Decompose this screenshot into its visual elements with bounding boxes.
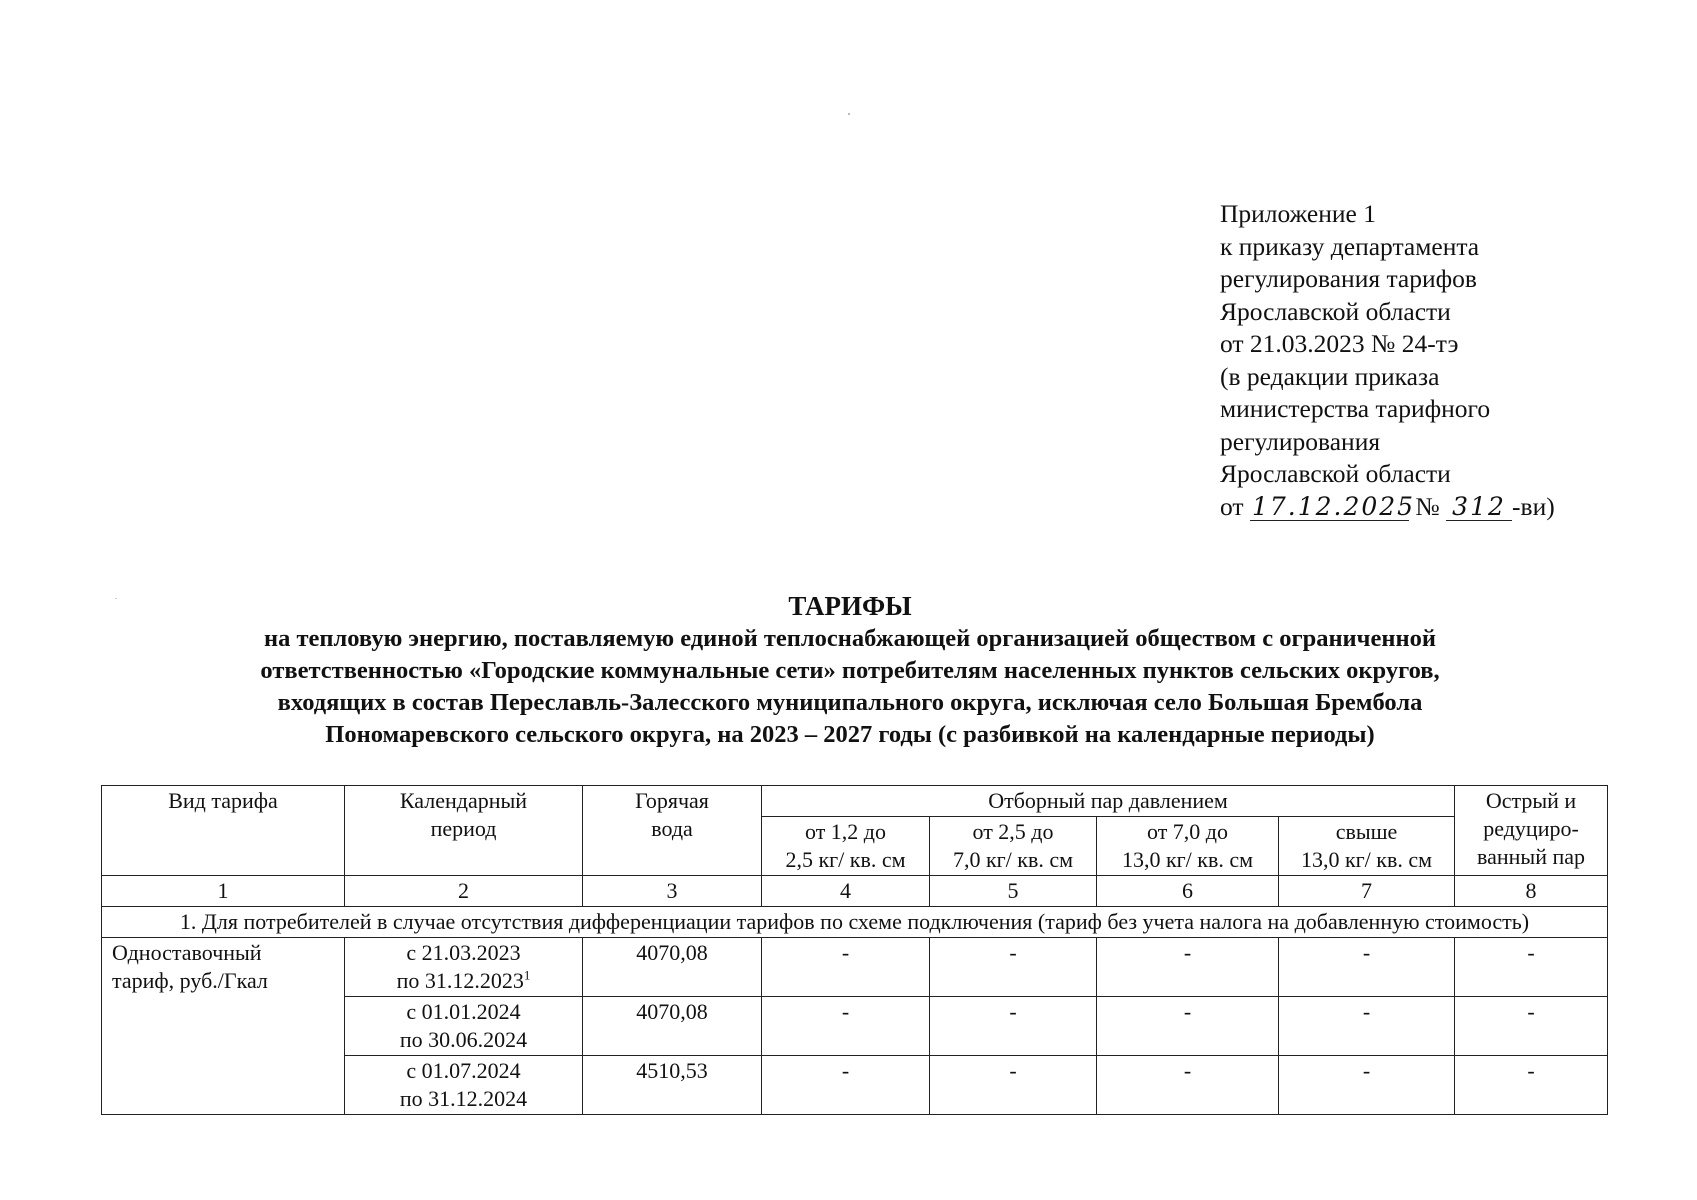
- column-number: 6: [1097, 876, 1279, 907]
- title-line: ответственностью «Городские коммунальные сети» потребителям населенных пунктов сельских округов,: [260, 657, 1440, 684]
- period-cell: с 01.01.2024 по 30.06.2024: [345, 997, 583, 1056]
- header-hot-water: Горячая вода: [583, 786, 762, 876]
- column-number: 3: [583, 876, 762, 907]
- appendix-from-prefix: от: [1220, 491, 1244, 521]
- appendix-line: Ярославской области: [1220, 459, 1451, 488]
- document-title: [100, 589, 1600, 751]
- appendix-line: регулирования тарифов: [1220, 264, 1477, 293]
- value-cell: -: [1097, 938, 1279, 997]
- value-cell: -: [762, 1056, 930, 1115]
- title-line: Пономаревского сельского округа, на 2023 – 2027 годы (с разбивкой на календарные периоды): [325, 721, 1375, 748]
- value-cell: -: [1279, 1056, 1455, 1115]
- value-cell: -: [762, 938, 930, 997]
- appendix-header: [1220, 198, 1680, 523]
- column-number: 2: [345, 876, 583, 907]
- value-cell: -: [762, 997, 930, 1056]
- appendix-last-line: [1220, 491, 1680, 524]
- appendix-line: к приказу департамента: [1220, 231, 1480, 261]
- header-pressure-3: от 7,0 до 13,0 кг/ кв. см: [1097, 817, 1279, 876]
- period-cell: с 01.07.2024 по 31.12.2024: [345, 1056, 583, 1115]
- header-pressure-4: свыше 13,0 кг/ кв. см: [1279, 817, 1455, 876]
- column-number: 7: [1279, 876, 1455, 907]
- column-number: 4: [762, 876, 930, 907]
- value-cell: -: [1279, 997, 1455, 1056]
- header-steam-group: Отборный пар давлением: [762, 786, 1455, 817]
- appendix-line: от 21.03.2023 № 24-тэ: [1220, 329, 1459, 358]
- header-sharp-steam: Острый и редуциро- ванный пар: [1455, 786, 1608, 876]
- value-cell: -: [930, 997, 1097, 1056]
- tariff-type-cell: Одноставочный тариф, руб./Гкал: [102, 938, 345, 1115]
- header-row: [102, 786, 1608, 817]
- value-cell: -: [1279, 938, 1455, 997]
- header-tariff-type: Вид тарифа: [102, 786, 345, 876]
- tariff-table: [101, 785, 1608, 1115]
- appendix-line: министерства тарифного: [1220, 394, 1491, 423]
- title-line: на тепловую энергию, поставляемую единой теплоснабжающей организацией обществом с ограниченной: [264, 625, 1436, 652]
- title-line: входящих в состав Переславль-Залесского муниципального округа, исключая село Большая Брембола: [277, 689, 1423, 716]
- appendix-line: Ярославской области: [1220, 296, 1451, 326]
- column-number: 1: [102, 876, 345, 907]
- section-row: [102, 907, 1608, 938]
- appendix-line: Приложение 1: [1220, 199, 1376, 228]
- handwritten-date: 17.12.2025: [1251, 491, 1416, 521]
- value-cell: -: [930, 1056, 1097, 1115]
- header-pressure-1: от 1,2 до 2,5 кг/ кв. см: [762, 817, 930, 876]
- hot-water-value: 4070,08: [583, 938, 762, 997]
- value-cell: -: [1455, 938, 1608, 997]
- number-sign: №: [1415, 491, 1440, 521]
- value-cell: -: [930, 938, 1097, 997]
- header-period: Календарный период: [345, 786, 583, 876]
- footnote-mark: 1: [523, 967, 531, 983]
- table-row: [102, 938, 1608, 997]
- period-cell: с 21.03.2023 по 31.12.2023$^1$: [345, 938, 583, 997]
- appendix-line: (в редакции приказа: [1220, 361, 1440, 391]
- value-cell: -: [1455, 1056, 1608, 1115]
- handwritten-number: 312: [1446, 494, 1512, 521]
- column-number: 5: [930, 876, 1097, 907]
- value-cell: -: [1097, 997, 1279, 1056]
- value-cell: -: [1097, 1056, 1279, 1115]
- section-heading: 1. Для потребителей в случае отсутствия дифференциации тарифов по схеме подключения (тариф без учета налога на добавленную стоимость): [102, 907, 1608, 938]
- value-cell: -: [1455, 997, 1608, 1056]
- header-pressure-2: от 2,5 до 7,0 кг/ кв. см: [930, 817, 1097, 876]
- hot-water-value: 4070,08: [583, 997, 762, 1056]
- title-heading: ТАРИФЫ: [788, 591, 912, 621]
- column-number: 8: [1455, 876, 1608, 907]
- hot-water-value: 4510,53: [583, 1056, 762, 1115]
- appendix-line: регулирования: [1220, 426, 1381, 456]
- scan-speck: [848, 113, 850, 115]
- column-number-row: [102, 876, 1608, 907]
- appendix-suffix: -ви): [1512, 491, 1555, 521]
